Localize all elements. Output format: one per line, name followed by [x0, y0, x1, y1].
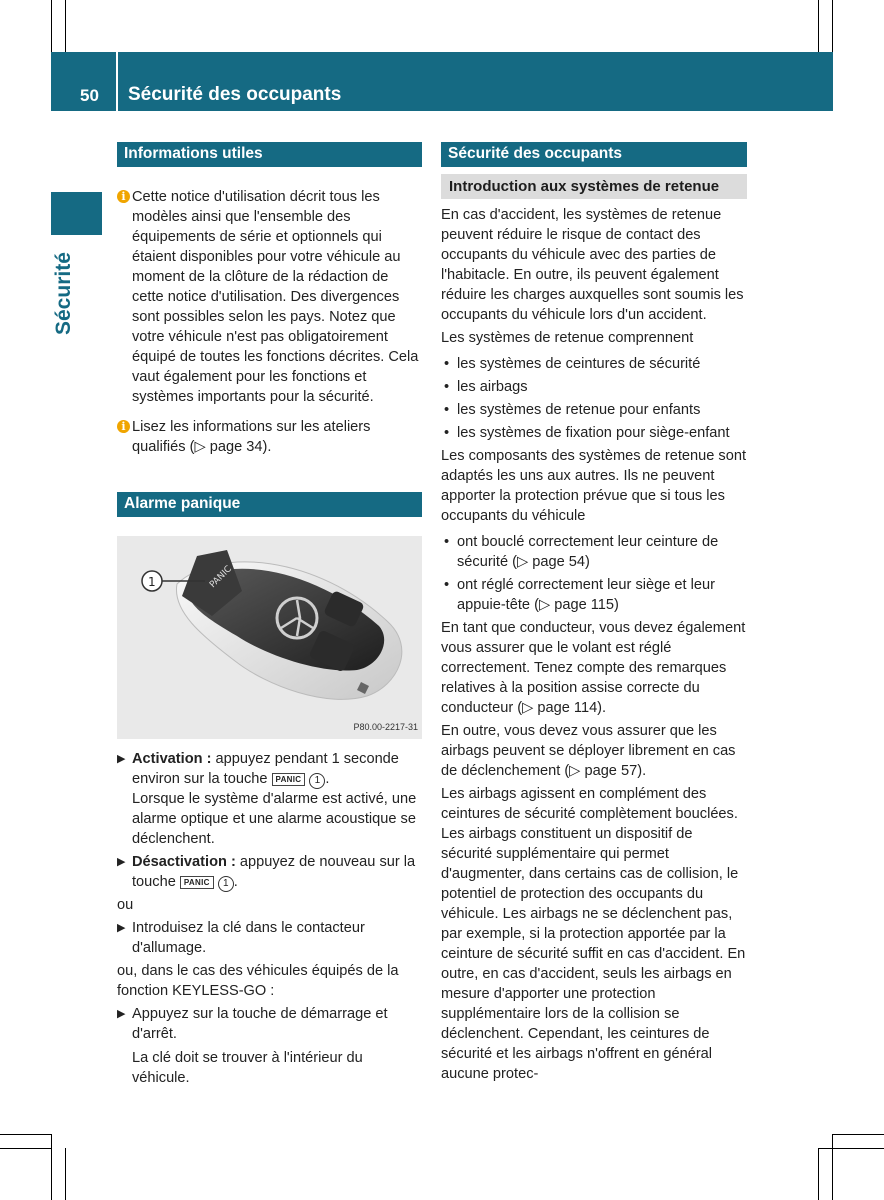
crop-mark: [818, 1148, 884, 1149]
car-key-drawing: [117, 536, 422, 739]
crop-mark: [65, 0, 66, 52]
step-label: Désactivation :: [132, 854, 236, 870]
info-note-text: Lisez les informations sur les ateliers qualifiés (▷ page 34).: [132, 419, 371, 455]
section-heading-useful-info: Informations utiles: [117, 142, 422, 167]
ignition-step: [117, 918, 422, 958]
callout-number: 1: [309, 773, 325, 789]
crop-mark: [51, 0, 52, 52]
key-illustration: [117, 536, 422, 739]
list-item: • ont bouclé correctement leur ceinture de sécurité (▷ page 54): [441, 532, 747, 572]
paragraph: Les composants des systèmes de retenue sont adaptés les uns aux autres. Ils ne peuvent apporter la protection prévue que si tous les occupants du véhicule: [441, 448, 747, 524]
deactivation-step: ▶ Désactivation : appuyez de nouveau sur la touche PANIC 1 .: [117, 854, 416, 890]
header-separator: [116, 52, 118, 111]
crop-mark: [832, 1134, 833, 1200]
step-text: Appuyez sur la touche de démarrage et d'arrêt.: [132, 1006, 388, 1042]
figure-code: P80.00-2217-31: [353, 722, 418, 732]
left-column: [117, 142, 422, 1088]
paragraph: Les systèmes de retenue comprennent: [441, 330, 694, 346]
crop-mark: [832, 1134, 884, 1135]
section-heading-occupant-safety: Sécurité des occupants: [441, 142, 747, 167]
crop-mark: [51, 1134, 52, 1200]
panic-button-symbol: PANIC: [272, 773, 306, 786]
step-note: Lorsque le système d'alarme est activé, une alarme optique et une alarme acoustique se déclenchent.: [132, 791, 417, 847]
list-item: • ont réglé correctement leur siège et leur appuie-tête (▷ page 115): [441, 575, 747, 615]
step-text: appuyez de nouveau sur la touche: [132, 854, 416, 890]
page-title: Sécurité des occupants: [128, 84, 342, 105]
info-icon: i: [117, 190, 130, 203]
info-note: [117, 417, 422, 457]
chapter-label: Sécurité: [52, 252, 75, 335]
crop-mark: [818, 1148, 819, 1200]
svg-text:1: 1: [148, 575, 156, 589]
list-item: • les systèmes de ceintures de sécurité: [441, 354, 747, 374]
paragraph: En outre, vous devez vous assurer que les airbags peuvent se déployer librement en cas de déclenchement (▷ page 57).: [441, 723, 736, 779]
chapter-tab: [51, 192, 102, 235]
crop-mark: [65, 1148, 66, 1200]
step-arrow-icon: ▶: [117, 1008, 126, 1020]
crop-mark: [832, 0, 833, 52]
list-item: • les systèmes de retenue pour enfants: [441, 400, 747, 420]
paragraph: En cas d'accident, les systèmes de retenue peuvent réduire le risque de contact des occupants du véhicule avec des parties de l'habitacle. En outre, ils peuvent également réduire les charges auxquelles sont soumis les occupants du véhicule lors d'un accident.: [441, 207, 744, 323]
right-column: [441, 142, 747, 1084]
step-text: appuyez pendant 1 seconde environ sur la touche: [132, 751, 399, 787]
section-heading-panic: Alarme panique: [117, 492, 422, 517]
step-arrow-icon: ▶: [117, 856, 126, 868]
info-icon: i: [117, 420, 130, 433]
svg-text:PANIC: PANIC: [208, 564, 234, 591]
step-arrow-icon: ▶: [117, 753, 126, 765]
paragraph: En tant que conducteur, vous devez également vous assurer que le volant est réglé correctement. Tenez compte des remarques relatives à la position assise correcte du conducteur (▷ page 114).: [441, 620, 746, 716]
activation-step: ▶ Activation : appuyez pendant 1 seconde environ sur la touche PANIC 1 . Lorsque le système d'alarme est activé, une alarme optique et une alarme acoustique se déclenchent.: [117, 749, 422, 849]
keyless-go-text: ou, dans le cas des véhicules équipés de la fonction KEYLESS-GO :: [117, 963, 399, 999]
crop-mark: [0, 1148, 51, 1149]
page-number: 50: [80, 86, 99, 105]
step-arrow-icon: ▶: [117, 922, 126, 934]
or-text: ou: [117, 897, 134, 913]
callout-number: 1: [218, 876, 234, 892]
crop-mark: [818, 0, 819, 52]
subsection-heading-restraints: Introduction aux systèmes de retenue: [441, 174, 747, 199]
panic-button-symbol: PANIC: [180, 876, 214, 889]
info-note: [117, 187, 422, 407]
step-note: La clé doit se trouver à l'intérieur du véhicule.: [132, 1050, 363, 1086]
list-item: • les systèmes de fixation pour siège-enfant: [441, 423, 747, 443]
step-label: Activation :: [132, 751, 212, 767]
start-stop-step: [117, 1004, 422, 1088]
step-text: Introduisez la clé dans le contacteur d'allumage.: [132, 920, 365, 956]
list-item: • les airbags: [441, 377, 747, 397]
paragraph: Les airbags agissent en complément des ceintures de sécurité complètement bouclées. Les airbags constituent un dispositif de sécurité supplémentaire qui permet d'augmenter, dans certains cas de collision, le potentiel de protection des occupants du véhicule. Les airbags ne se déclenchent pas, par exemple, si la protection apportée par la ceinture de sécurité suffit en cas d'accident. En outre, en cas d'accident, seuls les airbags en mesure d'apporter une protection supplémentaire lors de la collision se déclenchent. Cependant, les ceintures de sécurité et les airbags n'offrent en général aucune protec-: [441, 786, 746, 1082]
info-note-text: Cette notice d'utilisation décrit tous les modèles ainsi que l'ensemble des équipements de série et optionnels qui étaient disponibles pour votre véhicule au moment de la clôture de la rédaction de cette notice d'utilisation. Des divergences sont possibles selon les pays. Notez que votre véhicule n'est pas obligatoirement équipé de toutes les fonctions décrites. Cela vaut également pour les fonctions et systèmes importants pour la sécurité.: [132, 189, 419, 405]
crop-mark: [0, 1134, 51, 1135]
